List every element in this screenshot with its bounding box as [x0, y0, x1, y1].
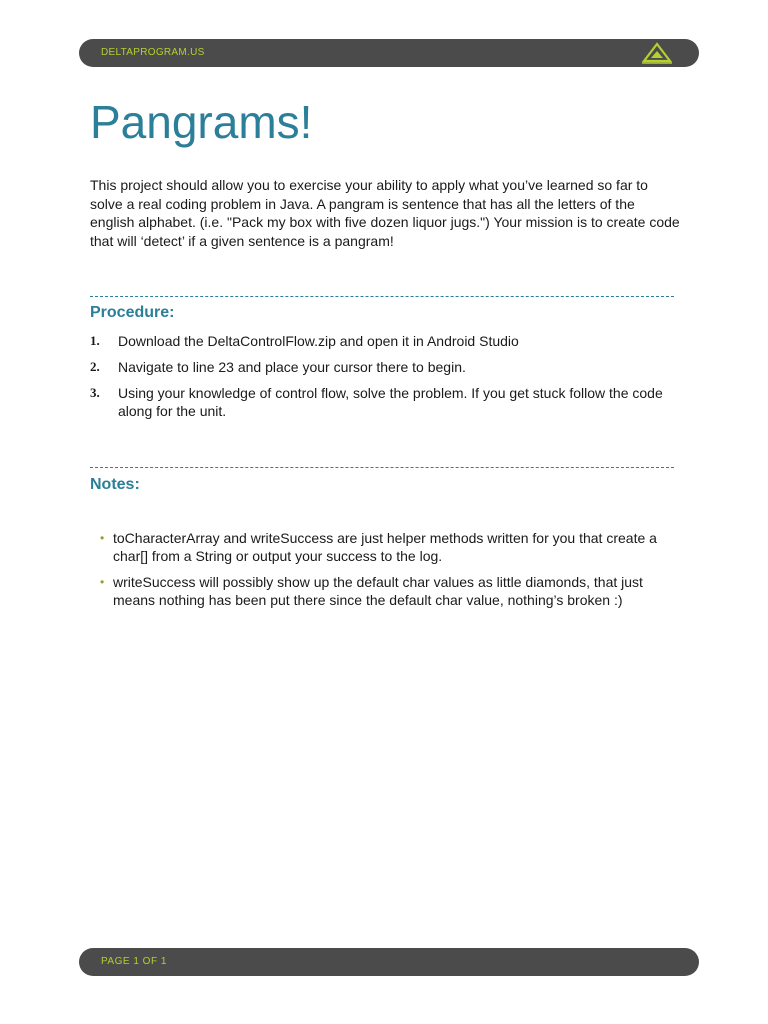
note-text: writeSuccess will possibly show up the default char values as little diamonds, that just means nothing has been put there since the default char value, nothing’s broken :) — [113, 574, 643, 608]
step-number: 2. — [90, 359, 100, 374]
intro-paragraph: This project should allow you to exercise your ability to apply what you’ve learned so far to solve a real coding problem in Java. A pangram is sentence that has all the letters of the english alphabet. (i.e. "Pack my box with five dozen liquor jugs.") Your mission is to create code that will ‘detect’ if a given sentence is a pangram! — [90, 177, 680, 249]
page-title: Pangrams! — [90, 96, 313, 148]
page-number: PAGE 1 OF 1 — [101, 956, 167, 967]
notes-list — [100, 529, 675, 617]
step-text: Download the DeltaControlFlow.zip and open it in Android Studio — [118, 333, 519, 349]
note-item — [100, 573, 675, 609]
bullet-icon: • — [100, 531, 105, 545]
note-text: toCharacterArray and writeSuccess are just helper methods written for you that create a char[] from a String or output your success to the log. — [113, 530, 657, 564]
step-text: Navigate to line 23 and place your cursor there to begin. — [118, 359, 466, 375]
bullet-icon: • — [100, 575, 105, 589]
procedure-step — [90, 358, 680, 376]
procedure-step — [90, 332, 680, 350]
procedure-step — [90, 384, 680, 420]
procedure-divider — [90, 296, 674, 297]
delta-triangle-icon — [641, 42, 673, 64]
footer-bar — [79, 948, 699, 976]
step-number: 3. — [90, 385, 100, 400]
header-bar — [79, 39, 699, 67]
notes-divider — [90, 467, 674, 468]
notes-heading: Notes: — [90, 476, 140, 493]
procedure-list — [90, 332, 680, 428]
step-number: 1. — [90, 333, 100, 348]
note-item — [100, 529, 675, 565]
step-text: Using your knowledge of control flow, solve the problem. If you get stuck follow the code along for the unit. — [118, 385, 663, 419]
site-name: DELTAPROGRAM.US — [101, 47, 205, 58]
procedure-heading: Procedure: — [90, 304, 175, 321]
